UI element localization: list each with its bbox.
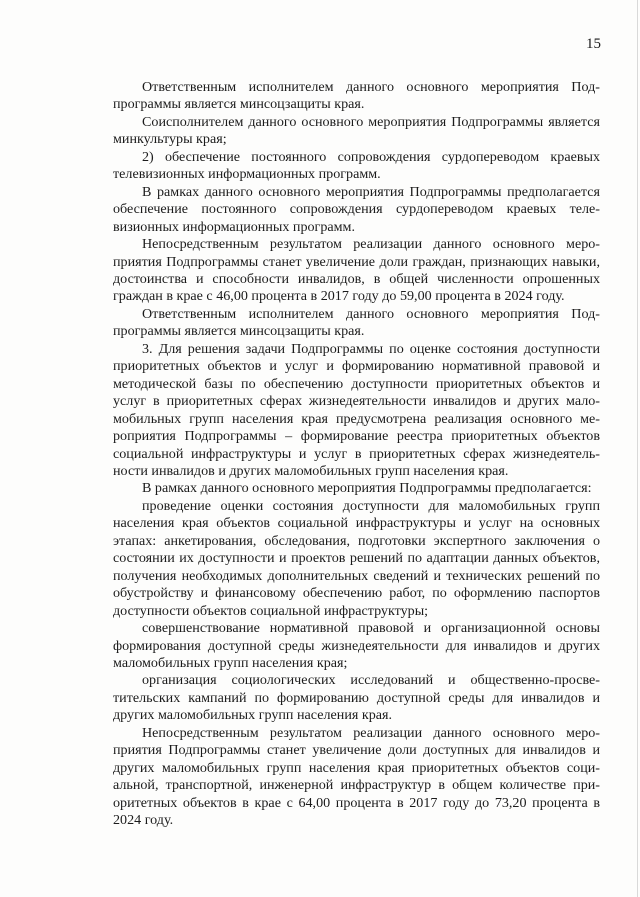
paragraph-list-item-research: организация социологических исследований и общественно-просветительских кампаний по формированию доступной среды для инвалидов и других маломобильных групп населения края.: [113, 672, 600, 724]
paragraph-item-3: 3. Для решения задачи Подпрограммы по оценке состояния доступности приоритетных объектов и услуг и формированию нормативной правовой и методической базы по обеспечению доступности приоритетных объектов и услуг в приоритетных сферах жизнедеятельности инвалидов и других маломобильных групп населения края предусмотрена реализация основного мероприятия Подпрограммы – формирование реестра приоритетных объектов социальной инфраструктуры и услуг в приоритетных сферах жизнедеятельности инвалидов и других маломобильных групп населения края.: [113, 340, 600, 479]
paragraph-planned-activity: В рамках данного основного мероприятия Подпрограммы предполагается обеспечение постоянного сопровождения сурдопереводом краевых телевизионных информационных программ.: [113, 183, 600, 235]
paragraph-planned-list-intro: В рамках данного основного мероприятия Подпрограммы предполагается:: [142, 480, 592, 497]
page-number: 15: [586, 36, 601, 52]
paragraph-direct-result: Непосредственным результатом реализации данного основного мероприятия Подпрограммы станет увеличение доли граждан, признающих навыки, достоинства и способности инвалидов, в общей численности опрошенных граждан в крае с 46,00 процента в 2017 году до 59,00 процента в 2024 году.: [113, 236, 600, 305]
paragraph-list-item-regulatory: совершенствование нормативной правовой и организационной основы формирования доступной среды жизнедеятельности для инвалидов и других маломобильных групп населения края;: [113, 620, 600, 671]
page-edge: [637, 0, 638, 897]
paragraph-co-executor: Соисполнителем данного основного мероприятия Подпрограммы является минкультуры края;: [113, 113, 600, 148]
body-text: [113, 79, 600, 829]
paragraph-responsible-executor-2: Ответственным исполнителем данного основного мероприятия Подпрограммы является минсоцзащиты края.: [113, 305, 600, 340]
paragraph-responsible-executor: Ответственным исполнителем данного основного мероприятия Подпрограммы является минсоцзащиты края.: [113, 79, 600, 113]
paragraph-list-item-assessment: проведение оценки состояния доступности для маломобильных групп населения края объектов социальной инфраструктуры и услуг на основных этапах: анкетирования, обследования, подготовки экспертного заключения о состоянии их доступности и проектов решений по адаптации данных объектов, получения необходимых дополнительных сведений и технических решений по обустройству и финансовому обеспечению работ, по оформлению паспортов доступности объектов социальной инфраструктуры;: [113, 497, 600, 619]
paragraph-direct-result-2: Непосредственным результатом реализации данного основного мероприятия Подпрограммы станет увеличение доли доступных для инвалидов и других маломобильных групп населения края приоритетных объектов социальной, транспортной, инженерной инфраструктур в общем количестве приоритетных объектов в крае с 64,00 процента в 2017 году до 73,20 процента в 2024 году.: [113, 724, 600, 829]
paragraph-item-2: 2) обеспечение постоянного сопровождения сурдопереводом краевых телевизионных информационных программ.: [113, 148, 600, 183]
